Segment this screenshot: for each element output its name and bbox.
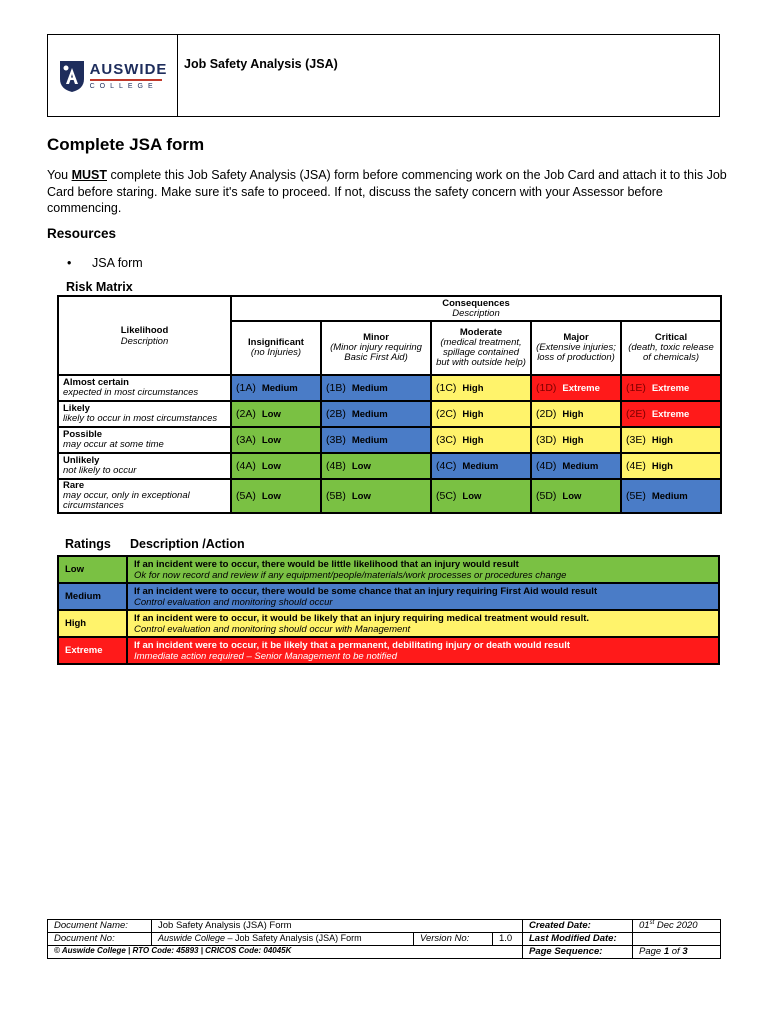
rto-line: © Auswide College | RTO Code: 45893 | CRICOS Code: 04045K bbox=[48, 946, 523, 959]
likelihood-row-label: Possible may occur at some time bbox=[58, 427, 231, 453]
rating-label: Low bbox=[58, 556, 127, 583]
risk-cell: (3C) High bbox=[431, 427, 531, 453]
risk-cell: (1C) High bbox=[431, 375, 531, 401]
risk-matrix-row bbox=[58, 401, 721, 427]
risk-cell: (3A) Low bbox=[231, 427, 321, 453]
rating-description: If an incident were to occur, it be likely that a permanent, debilitating injury or death would result Immediate action required – Senior Management to be notified bbox=[127, 637, 719, 664]
doc-no-value: Auswide College – Job Safety Analysis (JSA) Form bbox=[152, 933, 414, 946]
risk-cell: (3B) Medium bbox=[321, 427, 431, 453]
version-value: 1.0 bbox=[493, 933, 523, 946]
risk-cell: (1E) Extreme bbox=[621, 375, 721, 401]
risk-cell: (2D) High bbox=[531, 401, 621, 427]
rating-row bbox=[58, 610, 719, 637]
risk-matrix-row bbox=[58, 375, 721, 401]
risk-cell: (3D) High bbox=[531, 427, 621, 453]
risk-cell: (5B) Low bbox=[321, 479, 431, 513]
logo-main-text: AUSWIDE bbox=[89, 60, 168, 78]
college-shield-icon bbox=[58, 59, 86, 93]
rating-label: Extreme bbox=[58, 637, 127, 664]
document-header bbox=[47, 34, 720, 117]
rating-row bbox=[58, 556, 719, 583]
ratings-table bbox=[57, 555, 720, 665]
consequence-column-header: Insignificant (no Injuries) bbox=[231, 321, 321, 375]
consequences-header: Consequences Description bbox=[231, 296, 721, 321]
risk-matrix-title: Risk Matrix bbox=[66, 280, 133, 294]
risk-cell: (2C) High bbox=[431, 401, 531, 427]
likelihood-row-label: Almost certain expected in most circumstances bbox=[58, 375, 231, 401]
doc-name-value: Job Safety Analysis (JSA) Form bbox=[152, 920, 523, 933]
created-date-value: 01st Dec 2020 bbox=[633, 920, 721, 933]
risk-cell: (5D) Low bbox=[531, 479, 621, 513]
risk-cell: (4A) Low bbox=[231, 453, 321, 479]
consequence-column-header: Critical (death, toxic release of chemicals) bbox=[621, 321, 721, 375]
document-footer: Document Name: Job Safety Analysis (JSA) Form Created Date: 01st Dec 2020 Document No: Auswide College – Job Safety Analysis (JSA) Form Version No: 1.0 Last Modified Date: © Auswide College | RTO Code: 45893 | CRICOS Code: 04045K Page Sequence: Page 1 of 3 bbox=[47, 919, 721, 959]
risk-cell: (4C) Medium bbox=[431, 453, 531, 479]
ratings-header: Ratings Description /Action bbox=[65, 537, 245, 551]
must-emphasis: MUST bbox=[71, 168, 107, 182]
rating-description: If an incident were to occur, it would be likely that an injury requiring medical treatment would result. Control evaluation and monitoring should occur with Management bbox=[127, 610, 719, 637]
risk-matrix-row bbox=[58, 453, 721, 479]
logo-cell bbox=[48, 35, 178, 116]
likelihood-row-label: Rare may occur, only in exceptional circumstances bbox=[58, 479, 231, 513]
risk-cell: (5E) Medium bbox=[621, 479, 721, 513]
consequence-column-header: Minor (Minor injury requiring Basic First Aid) bbox=[321, 321, 431, 375]
document-title: Job Safety Analysis (JSA) bbox=[184, 57, 338, 71]
rating-row bbox=[58, 637, 719, 664]
likelihood-row-label: Unlikely not likely to occur bbox=[58, 453, 231, 479]
risk-cell: (4E) High bbox=[621, 453, 721, 479]
risk-matrix-row bbox=[58, 427, 721, 453]
risk-cell: (1B) Medium bbox=[321, 375, 431, 401]
risk-cell: (1A) Medium bbox=[231, 375, 321, 401]
intro-paragraph: You MUST complete this Job Safety Analysis (JSA) form before commencing work on the Job Card and attach it to this Job Card before staring. Make sure it's safe to proceed. If not, discuss the safety concern with your Assessor before commencing. bbox=[47, 168, 727, 215]
risk-cell: (5C) Low bbox=[431, 479, 531, 513]
risk-cell: (4B) Low bbox=[321, 453, 431, 479]
modified-date-value bbox=[633, 933, 721, 946]
rating-description: If an incident were to occur, there would be little likelihood that an injury would result Ok for now record and review if any equipment/people/materials/work processes or procedures change bbox=[127, 556, 719, 583]
risk-cell: (4D) Medium bbox=[531, 453, 621, 479]
rating-description: If an incident were to occur, there would be some chance that an injury requiring First Aid would result Control evaluation and monitoring should occur bbox=[127, 583, 719, 610]
page-sequence-value: Page 1 of 3 bbox=[633, 946, 721, 959]
consequence-column-header: Moderate (medical treatment, spillage contained but with outside help) bbox=[431, 321, 531, 375]
risk-cell: (2B) Medium bbox=[321, 401, 431, 427]
auswide-logo bbox=[58, 59, 168, 93]
risk-cell: (5A) Low bbox=[231, 479, 321, 513]
risk-matrix-table bbox=[57, 295, 722, 514]
likelihood-header: Likelihood Description bbox=[58, 296, 231, 375]
bullet-icon: • bbox=[67, 256, 72, 270]
logo-sub-text: COLLEGE bbox=[89, 82, 158, 90]
consequence-column-header: Major (Extensive injuries; loss of production) bbox=[531, 321, 621, 375]
rating-row bbox=[58, 583, 719, 610]
rating-label: Medium bbox=[58, 583, 127, 610]
rating-label: High bbox=[58, 610, 127, 637]
resources-heading: Resources bbox=[47, 226, 117, 241]
risk-matrix-row bbox=[58, 479, 721, 513]
page-heading: Complete JSA form bbox=[47, 135, 205, 154]
risk-cell: (1D) Extreme bbox=[531, 375, 621, 401]
risk-cell: (3E) High bbox=[621, 427, 721, 453]
risk-cell: (2A) Low bbox=[231, 401, 321, 427]
risk-cell: (2E) Extreme bbox=[621, 401, 721, 427]
resource-list-item: • JSA form bbox=[67, 256, 143, 270]
likelihood-row-label: Likely likely to occur in most circumstances bbox=[58, 401, 231, 427]
